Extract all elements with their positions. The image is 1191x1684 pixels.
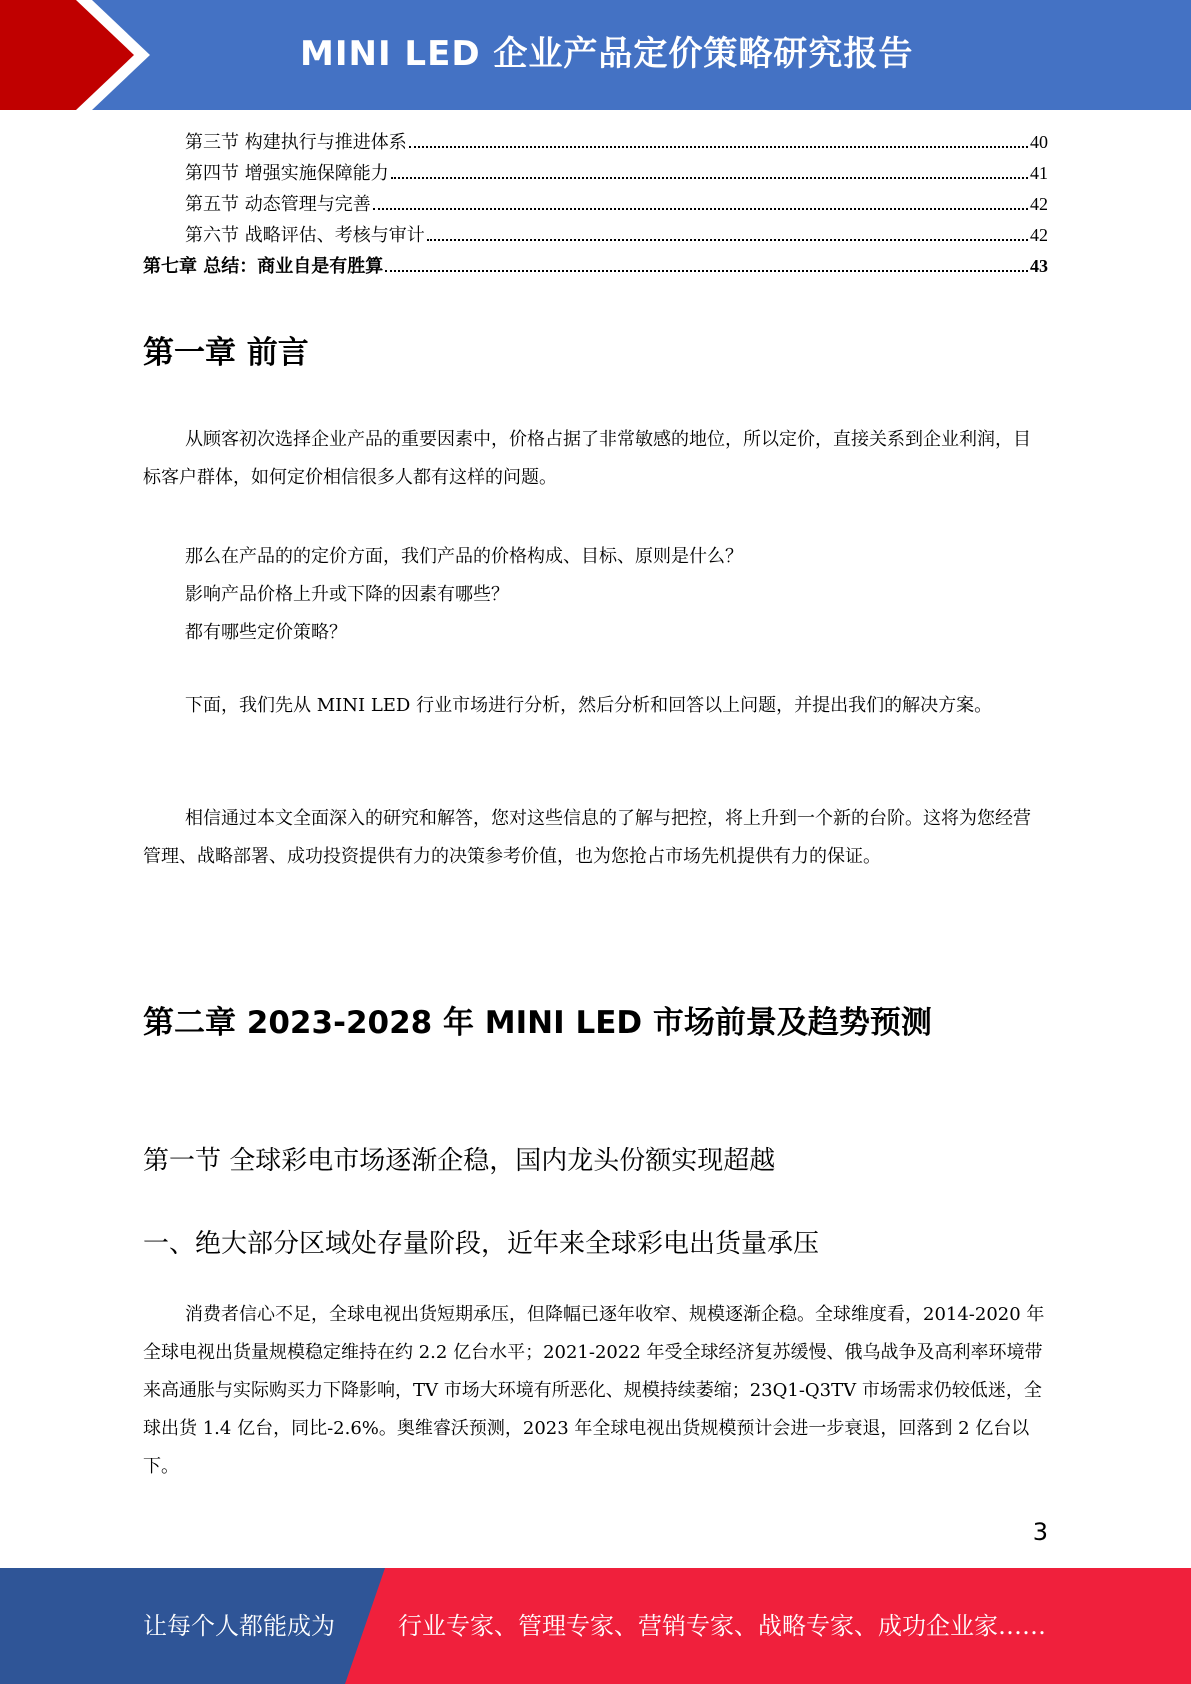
chapter-2-heading: 第二章 2023-2028 年 MINI LED 市场前景及趋势预测 (143, 1005, 932, 1041)
toc-entry-page: 40 (1030, 132, 1048, 152)
section-1-heading: 第一节 全球彩电市场逐渐企稳，国内龙头份额实现超越 (143, 1146, 776, 1176)
chapter-2-paragraph-1: 消费者信心不足，全球电视出货短期承压，但降幅已逐年收窄、规模逐渐企稳。全球维度看，2014-2020 年全球电视出货量规模稳定维持在约 2.2 亿台水平；2021-2022 年受全球经济复苏缓慢、俄乌战争及高利率环境带来高通胀与实际购买力下降影响，TV 市场大环境有所恶化、规模持续萎缩；23Q1-Q3TV 市场需求仍较低迷，全球出货 1.4 亿台，同比-2.6%。奥维睿沃预测，2023 年全球电视出货规模预计会进一步衰退，回落到 2 亿台以下。 (143, 1304, 1045, 1477)
toc-leader-dots (385, 270, 1028, 272)
table-of-contents (143, 128, 1048, 283)
toc-entry-title: 第三节 构建执行与推进体系 (185, 132, 407, 153)
subsection-1-heading: 一、绝大部分区域处存量阶段，近年来全球彩电出货量承压 (143, 1229, 820, 1259)
chapter-1-paragraph-1: 从顾客初次选择企业产品的重要因素中，价格占据了非常敏感的地位，所以定价，直接关系到企业利润，目标客户群体，如何定价相信很多人都有这样的问题。 (143, 429, 1031, 488)
toc-leader-dots (373, 208, 1028, 210)
toc-entry-page: 42 (1030, 194, 1048, 214)
header-arrow-icon (0, 0, 140, 110)
page-footer (0, 1568, 1191, 1684)
toc-entry-title: 第七章 总结：商业自是有胜算 (143, 256, 384, 277)
toc-entry[interactable] (143, 128, 1048, 159)
toc-entry-title: 第四节 增强实施保障能力 (185, 163, 389, 184)
toc-entry-chapter[interactable] (143, 252, 1048, 283)
question-2: 影响产品价格上升或下降的因素有哪些？ (185, 584, 509, 605)
toc-leader-dots (427, 239, 1028, 241)
toc-entry-page: 43 (1030, 256, 1048, 276)
toc-leader-dots (391, 177, 1028, 179)
question-1: 那么在产品的的定价方面，我们产品的价格构成、目标、原则是什么？ (185, 546, 743, 567)
toc-entry-title: 第六节 战略评估、考核与审计 (185, 225, 425, 246)
report-title: MINI LED 企业产品定价策略研究报告 (300, 34, 914, 74)
toc-entry[interactable] (143, 190, 1048, 221)
question-3: 都有哪些定价策略？ (185, 622, 347, 643)
toc-leader-dots (409, 146, 1028, 148)
page-header (0, 0, 1191, 110)
toc-entry-title: 第五节 动态管理与完善 (185, 194, 371, 215)
footer-slogan-right: 行业专家、管理专家、营销专家、战略专家、成功企业家…… (398, 1612, 1046, 1640)
page-number: 3 (1032, 1518, 1048, 1546)
toc-entry[interactable] (143, 221, 1048, 252)
footer-slogan-left: 让每个人都能成为 (143, 1612, 335, 1640)
chapter-1-paragraph-3: 相信通过本文全面深入的研究和解答，您对这些信息的了解与把控，将上升到一个新的台阶。这将为您经营管理、战略部署、成功投资提供有力的决策参考价值，也为您抢占市场先机提供有力的保证。 (143, 808, 1031, 867)
toc-entry[interactable] (143, 159, 1048, 190)
toc-entry-page: 41 (1030, 163, 1048, 183)
chapter-1-heading: 第一章 前言 (143, 335, 309, 371)
chapter-1-paragraph-2: 下面，我们先从 MINI LED 行业市场进行分析，然后分析和回答以上问题，并提出我们的解决方案。 (185, 695, 993, 716)
toc-entry-page: 42 (1030, 225, 1048, 245)
